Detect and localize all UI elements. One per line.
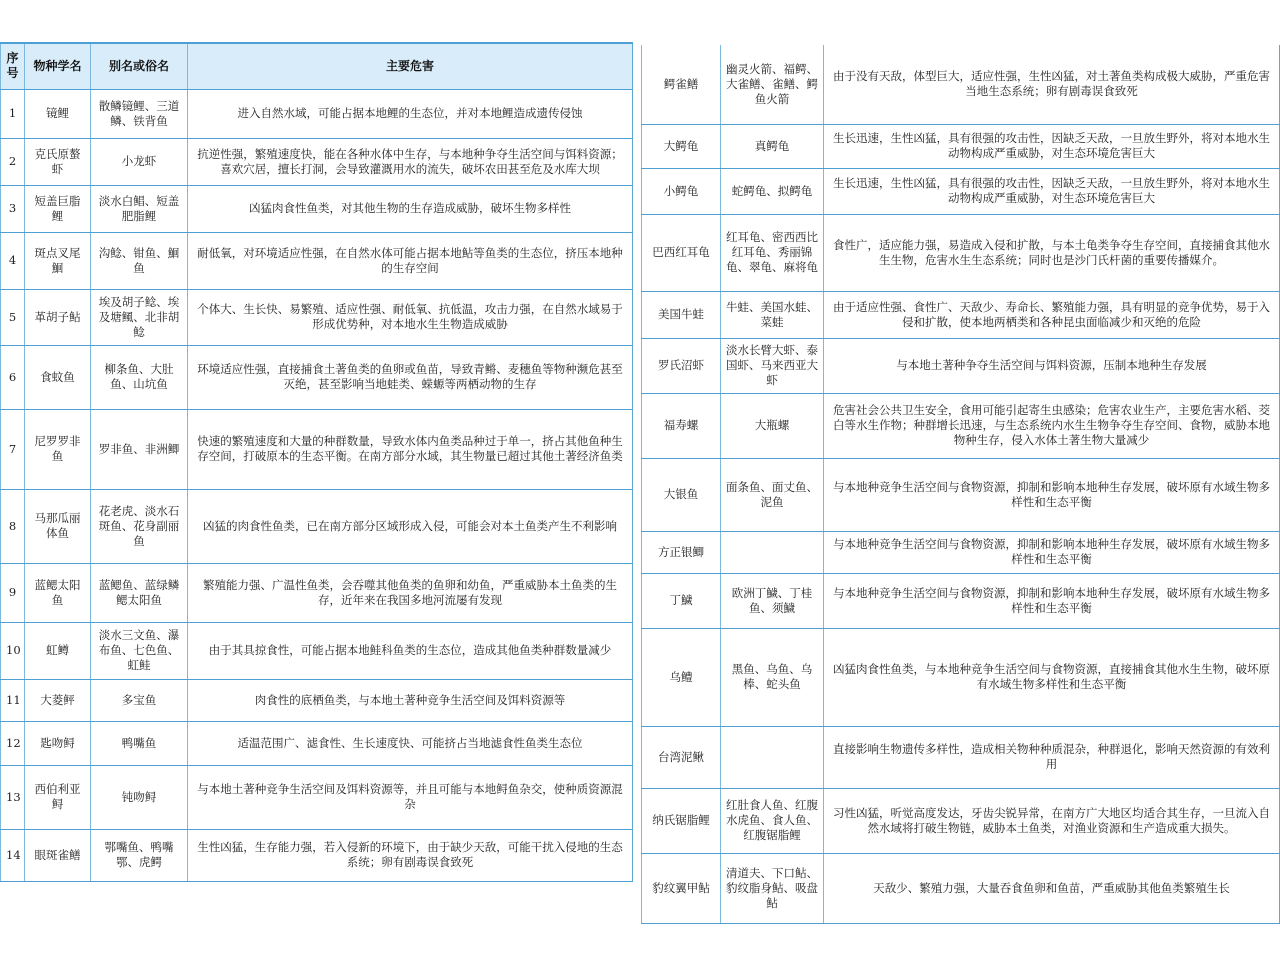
table-row [1, 622, 633, 679]
left-species-table [0, 42, 633, 882]
row-number: 5 [1, 289, 25, 345]
table-row [1, 829, 633, 881]
species-alias: 红肚食人鱼、红腹水虎鱼、食人鱼、红腹锯脂鲤 [721, 788, 824, 853]
species-alias: 散鳞镜鲤、三道鳞、铁背鱼 [91, 89, 188, 138]
species-harm: 抗逆性强，繁殖速度快，能在各种水体中生存，与本地种争夺生活空间与饵料资源；喜欢穴居，擅长打洞，会导致灌溉用水的流失，破坏农田甚至危及水库大坝 [188, 138, 633, 185]
table-row [642, 124, 1280, 168]
species-harm: 食性广，适应能力强，易造成入侵和扩散，与本土龟类争夺生存空间，直接捕食其他水生生物，危害水生生态系统；同时也是沙门氏杆菌的重要传播媒介。 [824, 214, 1280, 291]
species-name: 大银鱼 [642, 458, 721, 531]
left-table-body [1, 89, 633, 881]
species-harm: 生长迅速，生性凶猛，具有很强的攻击性，因缺乏天敌，一旦放生野外，将对本地水生动物构成严重威胁，对生态环境危害巨大 [824, 124, 1280, 168]
species-alias: 鄂嘴鱼、鸭嘴鄂、虎鳄 [91, 829, 188, 881]
species-alias: 淡水白鲳、短盖肥脂鲤 [91, 185, 188, 232]
species-name: 方正银鲫 [642, 531, 721, 573]
species-name: 乌鳢 [642, 628, 721, 726]
table-row [642, 573, 1280, 628]
species-alias: 蓝鳃鱼、蓝绿鳞鳃太阳鱼 [91, 563, 188, 622]
table-row [1, 89, 633, 138]
table-row [1, 345, 633, 409]
species-harm: 个体大、生长快、易繁殖、适应性强、耐低氧、抗低温，攻击力强，在自然水域易于形成优势种，对本地水生生物造成威胁 [188, 289, 633, 345]
species-harm: 生长迅速，生性凶猛，具有很强的攻击性，因缺乏天敌，一旦放生野外，将对本地水生动物构成严重威胁，对生态环境危害巨大 [824, 168, 1280, 214]
row-number: 8 [1, 489, 25, 563]
table-row [642, 458, 1280, 531]
species-alias: 清道夫、下口鲇、豹纹脂身鲇、吸盘鲇 [721, 853, 824, 923]
species-name: 纳氏锯脂鲤 [642, 788, 721, 853]
row-number: 1 [1, 89, 25, 138]
species-name: 斑点叉尾鮰 [25, 232, 91, 289]
species-alias: 真鳄龟 [721, 124, 824, 168]
species-harm: 生性凶猛，生存能力强，若入侵新的环境下，由于缺少天敌，可能干扰入侵地的生态系统；卵有剧毒误食致死 [188, 829, 633, 881]
row-number: 7 [1, 409, 25, 489]
species-name: 革胡子鲇 [25, 289, 91, 345]
species-name: 短盖巨脂鲤 [25, 185, 91, 232]
species-alias: 钝吻鲟 [91, 765, 188, 829]
species-alias [721, 726, 824, 788]
species-harm: 与本地种竞争生活空间与食物资源，抑制和影响本地种生存发展，破坏原有水域生物多样性和生态平衡 [824, 573, 1280, 628]
species-name: 马那瓜丽体鱼 [25, 489, 91, 563]
species-harm: 与本地种竞争生活空间与食物资源，抑制和影响本地种生存发展，破坏原有水域生物多样性和生态平衡 [824, 458, 1280, 531]
species-name: 克氏原螯虾 [25, 138, 91, 185]
species-harm: 习性凶猛，听觉高度发达，牙齿尖锐异常，在南方广大地区均适合其生存，一旦流入自然水域将打破生物链，威胁本土鱼类，对渔业资源和生产造成重大损失。 [824, 788, 1280, 853]
row-number: 13 [1, 765, 25, 829]
row-number: 3 [1, 185, 25, 232]
species-name: 尼罗罗非鱼 [25, 409, 91, 489]
table-row [642, 338, 1280, 393]
table-row [1, 289, 633, 345]
species-name: 匙吻鲟 [25, 721, 91, 765]
species-harm: 直接影响生物遗传多样性，造成相关物种种质混杂，种群退化，影响天然资源的有效利用 [824, 726, 1280, 788]
species-harm: 与本地土著种竞争生活空间及饵料资源等，并且可能与本地鲟鱼杂交，使种质资源混杂 [188, 765, 633, 829]
species-alias: 牛蛙、美国水蛙、菜蛙 [721, 291, 824, 338]
species-name: 丁鱥 [642, 573, 721, 628]
row-number: 12 [1, 721, 25, 765]
row-number: 10 [1, 622, 25, 679]
species-harm: 由于其具掠食性，可能占据本地鲑科鱼类的生态位，造成其他鱼类种群数量减少 [188, 622, 633, 679]
species-alias: 红耳龟、密西西比红耳龟、秀丽锦龟、翠龟、麻将龟 [721, 214, 824, 291]
header-number: 序号 [1, 43, 25, 89]
species-name: 镜鲤 [25, 89, 91, 138]
species-harm: 繁殖能力强、广温性鱼类，会吞噬其他鱼类的鱼卵和幼鱼，严重威胁本土鱼类的生存，近年来在我国多地河流屡有发现 [188, 563, 633, 622]
species-name: 虹鳟 [25, 622, 91, 679]
species-alias: 幽灵火箭、福鳄、大雀鳝、雀鳝、鳄鱼火箭 [721, 45, 824, 124]
header-scientific-name: 物种学名 [25, 43, 91, 89]
species-name: 小鳄龟 [642, 168, 721, 214]
table-row [1, 765, 633, 829]
species-alias: 淡水三文鱼、瀑布鱼、七色鱼、虹鲑 [91, 622, 188, 679]
table-row [642, 628, 1280, 726]
species-alias: 多宝鱼 [91, 679, 188, 721]
species-alias: 欧洲丁鱥、丁桂鱼、须鱥 [721, 573, 824, 628]
table-row [1, 679, 633, 721]
species-harm: 适温范围广、滤食性、生长速度快、可能挤占当地滤食性鱼类生态位 [188, 721, 633, 765]
table-row [1, 489, 633, 563]
table-row [1, 721, 633, 765]
species-harm: 凶猛的肉食性鱼类，已在南方部分区域形成入侵，可能会对本土鱼类产生不利影响 [188, 489, 633, 563]
row-number: 2 [1, 138, 25, 185]
species-alias: 沟鲶、钳鱼、鮰鱼 [91, 232, 188, 289]
species-harm: 危害社会公共卫生安全，食用可能引起寄生虫感染；危害农业生产，主要危害水稻、茭白等水生作物；种群增长迅速，与生态系统内水生生物争夺生存空间、食物，威胁本地物种生存，侵入水体土著生物大量减少 [824, 393, 1280, 458]
right-table-body [642, 45, 1280, 923]
table-row [642, 788, 1280, 853]
species-alias: 柳条鱼、大肚鱼、山坑鱼 [91, 345, 188, 409]
species-name: 罗氏沼虾 [642, 338, 721, 393]
table-row [1, 409, 633, 489]
species-alias: 花老虎、淡水石斑鱼、花身副丽鱼 [91, 489, 188, 563]
species-harm: 凶猛肉食性鱼类，与本地种竞争生活空间与食物资源，直接捕食其他水生生物，破坏原有水域生物多样性和生态平衡 [824, 628, 1280, 726]
species-harm: 由于没有天敌，体型巨大，适应性强，生性凶猛，对土著鱼类构成极大威胁，严重危害当地生态系统；卵有剧毒误食致死 [824, 45, 1280, 124]
species-harm: 进入自然水域，可能占据本地鲤的生态位，并对本地鲤造成遗传侵蚀 [188, 89, 633, 138]
species-name: 豹纹翼甲鲇 [642, 853, 721, 923]
table-row [642, 853, 1280, 923]
row-number: 4 [1, 232, 25, 289]
species-alias: 淡水长臂大虾、泰国虾、马来西亚大虾 [721, 338, 824, 393]
row-number: 6 [1, 345, 25, 409]
species-alias: 埃及胡子鲶、埃及塘鲺、北非胡鲶 [91, 289, 188, 345]
species-harm: 与本地土著种争夺生活空间与饵料资源，压制本地种生存发展 [824, 338, 1280, 393]
species-name: 大菱鲆 [25, 679, 91, 721]
species-harm: 肉食性的底栖鱼类，与本地土著种竞争生活空间及饵料资源等 [188, 679, 633, 721]
header-main-harm: 主要危害 [188, 43, 633, 89]
species-harm: 耐低氧，对环境适应性强，在自然水体可能占据本地鲇等鱼类的生态位，挤压本地种的生存空间 [188, 232, 633, 289]
table-row [642, 214, 1280, 291]
species-name: 食蚊鱼 [25, 345, 91, 409]
species-name: 巴西红耳龟 [642, 214, 721, 291]
species-name: 大鳄龟 [642, 124, 721, 168]
species-name: 福寿螺 [642, 393, 721, 458]
row-number: 11 [1, 679, 25, 721]
row-number: 9 [1, 563, 25, 622]
species-name: 眼斑雀鳝 [25, 829, 91, 881]
table-row [642, 45, 1280, 124]
table-row [642, 168, 1280, 214]
table-row [642, 726, 1280, 788]
right-species-table [641, 45, 1280, 924]
species-harm: 凶猛肉食性鱼类，对其他生物的生存造成威胁，破坏生物多样性 [188, 185, 633, 232]
species-name: 美国牛蛙 [642, 291, 721, 338]
species-alias: 鸭嘴鱼 [91, 721, 188, 765]
species-harm: 天敌少、繁殖力强，大量吞食鱼卵和鱼苗，严重威胁其他鱼类繁殖生长 [824, 853, 1280, 923]
species-alias: 大瓶螺 [721, 393, 824, 458]
species-name: 台湾泥鳅 [642, 726, 721, 788]
species-name: 蓝鳃太阳鱼 [25, 563, 91, 622]
species-alias: 蛇鳄龟、拟鳄龟 [721, 168, 824, 214]
species-alias: 罗非鱼、非洲鲫 [91, 409, 188, 489]
species-name: 西伯利亚鲟 [25, 765, 91, 829]
species-alias: 黑鱼、乌鱼、乌棒、蛇头鱼 [721, 628, 824, 726]
table-row [642, 291, 1280, 338]
table-row [642, 531, 1280, 573]
table-header-row [1, 43, 633, 89]
species-alias [721, 531, 824, 573]
species-name: 鳄雀鳝 [642, 45, 721, 124]
species-harm: 与本地种竞争生活空间与食物资源，抑制和影响本地种生存发展，破坏原有水域生物多样性和生态平衡 [824, 531, 1280, 573]
table-row [1, 138, 633, 185]
table-row [1, 185, 633, 232]
species-harm: 由于适应性强、食性广、天敌少、寿命长、繁殖能力强，具有明显的竞争优势，易于入侵和扩散，使本地两栖类和各种昆虫面临减少和灭绝的危险 [824, 291, 1280, 338]
species-alias: 面条鱼、面丈鱼、泥鱼 [721, 458, 824, 531]
row-number: 14 [1, 829, 25, 881]
species-alias: 小龙虾 [91, 138, 188, 185]
header-alias: 别名或俗名 [91, 43, 188, 89]
table-row [642, 393, 1280, 458]
table-row [1, 563, 633, 622]
species-harm: 环境适应性强，直接捕食土著鱼类的鱼卵或鱼苗，导致青鳉、麦穗鱼等物种濒危甚至灭绝，甚至影响当地蛙类、蝾螈等两栖动物的生存 [188, 345, 633, 409]
species-harm: 快速的繁殖速度和大量的种群数量，导致水体内鱼类品种过于单一，挤占其他鱼种生存空间，打破原本的生态平衡。在南方部分水域，其生物量已超过其他土著经济鱼类 [188, 409, 633, 489]
table-row [1, 232, 633, 289]
